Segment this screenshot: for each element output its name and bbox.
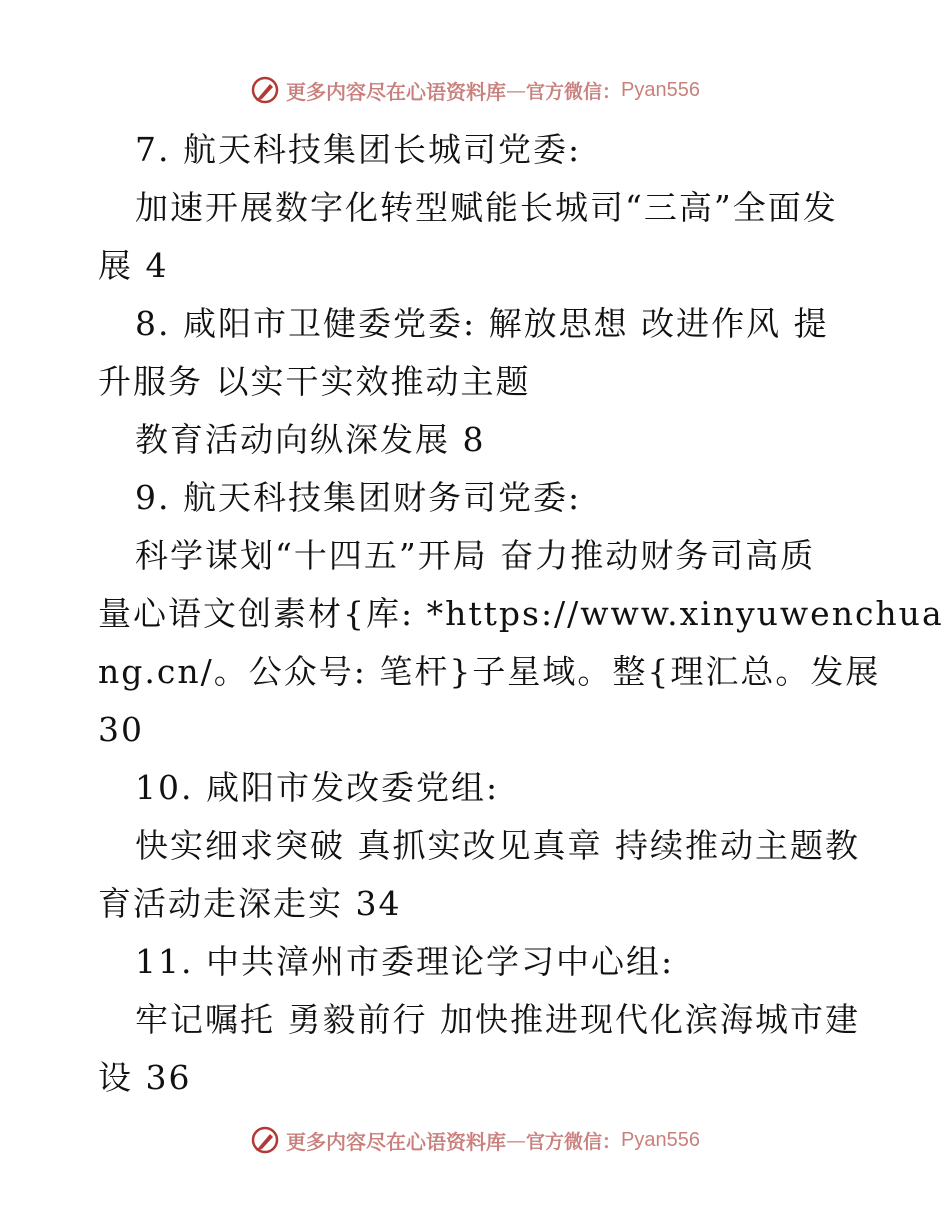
toc-entry-7-text: 加速开展数字化转型赋能长城司“三高”全面发	[135, 188, 838, 227]
header-banner	[0, 70, 950, 110]
banner-wechat-id: Pyan556	[621, 78, 700, 101]
toc-entry-11-title: 11. 中共漳州市委理论学习中心组:	[135, 942, 675, 981]
document-body	[98, 121, 944, 1107]
toc-entry-10-title: 10. 咸阳市发改委党组:	[135, 768, 500, 807]
toc-entry-8-text: 教育活动向纵深发展 8	[135, 420, 486, 459]
toc-entry-8-text-cont: 升服务 以实干实效推动主题	[98, 362, 531, 401]
toc-entry-9-text: 科学谋划“十四五”开局 奋力推动财务司高质	[135, 536, 816, 575]
banner-separator: —	[506, 1128, 526, 1152]
banner-wechat-label: 官方微信：	[526, 1130, 622, 1153]
toc-entry-7-text-cont: 展 4	[98, 246, 169, 285]
toc-entry-9-text-cont: 量心语文创素材{库: *https://www.xinyuwenchua	[98, 594, 944, 633]
toc-entry-9-page: 30	[98, 710, 144, 749]
toc-entry-7-title: 7. 航天科技集团长城司党委:	[135, 130, 582, 169]
toc-entry-11-text: 牢记嘱托 勇毅前行 加快推进现代化滨海城市建	[135, 1000, 860, 1039]
banner-main-text: 更多内容尽在心语资料库	[286, 79, 506, 104]
toc-entry-11-text-cont: 设 36	[98, 1058, 192, 1097]
toc-entry-9-text-cont-2: ng.cn/。公众号: 笔杆}子星域。整{理汇总。发展	[98, 652, 881, 691]
banner-wechat-id: Pyan556	[621, 1128, 700, 1151]
pen-logo-icon	[250, 75, 280, 105]
toc-entry-10-text: 快实细求突破 真抓实改见真章 持续推动主题教	[135, 826, 860, 865]
toc-entry-8-title: 8. 咸阳市卫健委党委: 解放思想 改进作风 提	[135, 304, 829, 343]
toc-entry-9-title: 9. 航天科技集团财务司党委:	[135, 478, 582, 517]
banner-main-text: 更多内容尽在心语资料库	[286, 1129, 506, 1154]
footer-banner	[0, 1120, 950, 1160]
banner-wechat-label: 官方微信：	[526, 80, 622, 103]
toc-entry-10-text-cont: 育活动走深走实 34	[98, 884, 402, 923]
banner-separator: —	[506, 78, 526, 102]
pen-logo-icon	[250, 1125, 280, 1155]
